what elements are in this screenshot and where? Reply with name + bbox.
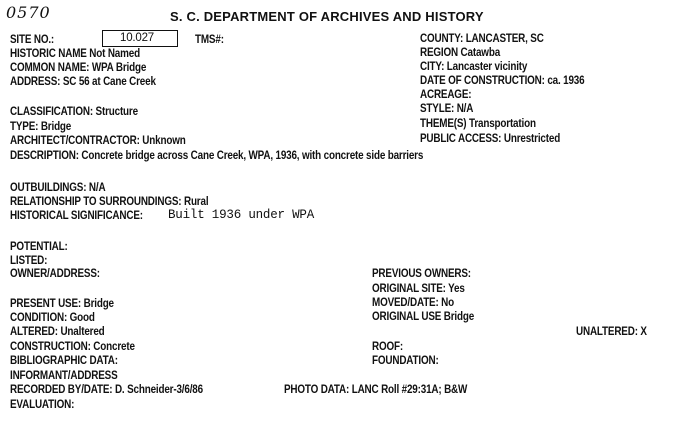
recorded-by-date: RECORDED BY/DATE: D. Schneider-3/6/86 [10, 384, 203, 396]
construction: CONSTRUCTION: Concrete [10, 341, 135, 353]
original-site: ORIGINAL SITE: Yes [372, 283, 465, 295]
city: CITY: Lancaster vicinity [420, 61, 528, 73]
tms-label: TMS#: [195, 34, 224, 46]
condition: CONDITION: Good [10, 312, 95, 324]
informant-address: INFORMANT/ADDRESS [10, 370, 118, 382]
potential: POTENTIAL: [10, 241, 68, 253]
present-use: PRESENT USE: Bridge [10, 298, 114, 310]
photo-data: PHOTO DATA: LANC Roll #29:31A; B&W [284, 384, 468, 396]
style: STYLE: N/A [420, 103, 474, 115]
architect-contractor: ARCHITECT/CONTRACTOR: Unknown [10, 135, 186, 147]
historical-significance-value: Built 1936 under WPA [168, 208, 315, 222]
unaltered: UNALTERED: X [576, 326, 647, 338]
historical-significance-label: HISTORICAL SIGNIFICANCE: [10, 210, 143, 222]
altered: ALTERED: Unaltered [10, 326, 105, 338]
moved-date: MOVED/DATE: No [372, 297, 455, 309]
historic-name: HISTORIC NAME Not Named [10, 48, 140, 60]
owner-address: OWNER/ADDRESS: [10, 268, 100, 280]
classification: CLASSIFICATION: Structure [10, 106, 138, 118]
site-no-label: SITE NO.: [10, 34, 55, 46]
listed: LISTED: [10, 255, 48, 267]
themes: THEME(S) Transportation [420, 118, 536, 130]
site-no-value: 10.027 [120, 32, 154, 44]
form-number: 0570 [6, 3, 51, 22]
roof: ROOF: [372, 341, 404, 353]
outbuildings: OUTBUILDINGS: N/A [10, 182, 106, 194]
address: ADDRESS: SC 56 at Cane Creek [10, 76, 156, 88]
original-use: ORIGINAL USE Bridge [372, 311, 475, 323]
county: COUNTY: LANCASTER, SC [420, 33, 544, 45]
public-access: PUBLIC ACCESS: Unrestricted [420, 133, 561, 145]
acreage: ACREAGE: [420, 89, 472, 101]
region: REGION Catawba [420, 47, 501, 59]
evaluation: EVALUATION: [10, 399, 75, 411]
bibliographic-data: BIBLIOGRAPHIC DATA: [10, 355, 118, 367]
agency-title: S. C. DEPARTMENT OF ARCHIVES AND HISTORY [170, 9, 484, 24]
previous-owners: PREVIOUS OWNERS: [372, 268, 471, 280]
common-name: COMMON NAME: WPA Bridge [10, 62, 147, 74]
type: TYPE: Bridge [10, 121, 72, 133]
date-of-construction: DATE OF CONSTRUCTION: ca. 1936 [420, 75, 585, 87]
relationship-to-surroundings: RELATIONSHIP TO SURROUNDINGS: Rural [10, 196, 209, 208]
foundation: FOUNDATION: [372, 355, 439, 367]
description: DESCRIPTION: Concrete bridge across Cane Creek, WPA, 1936, with concrete side barriers [10, 150, 424, 162]
